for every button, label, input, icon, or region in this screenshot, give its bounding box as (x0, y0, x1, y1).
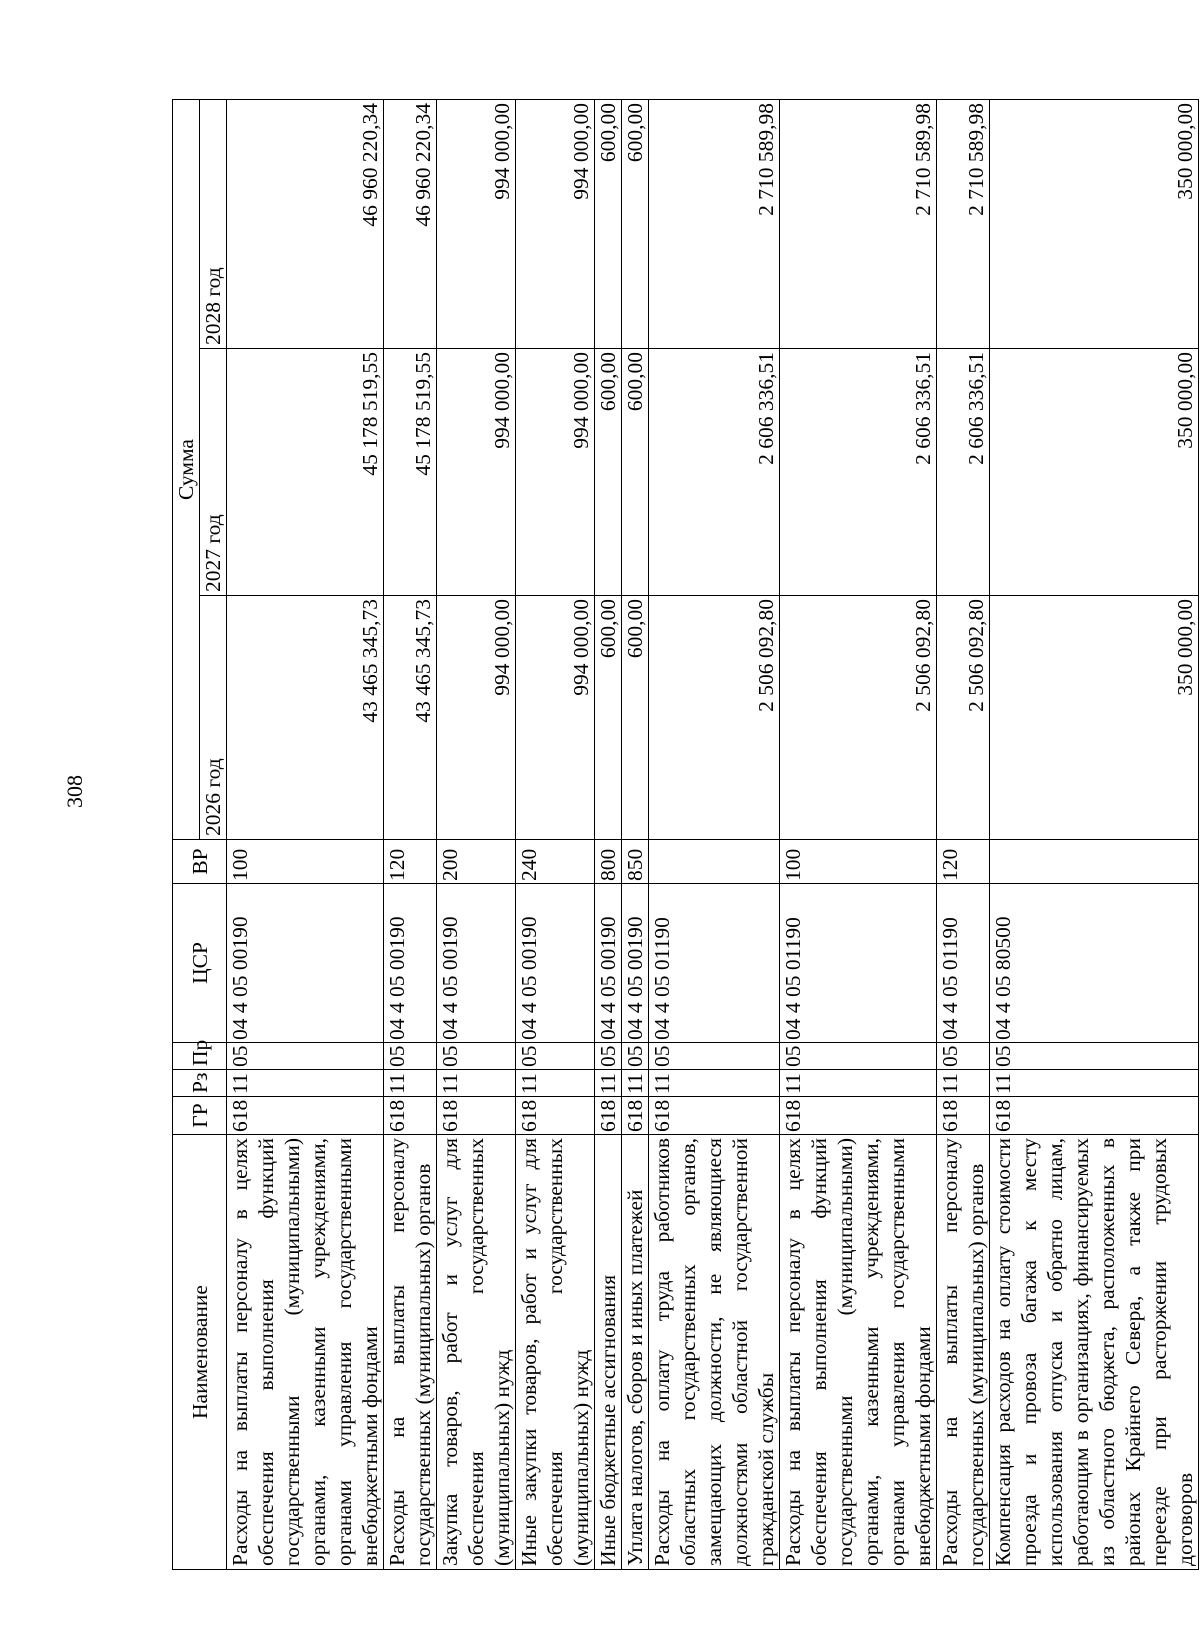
row-pr: 05 (595, 1043, 622, 1070)
row-csr: 04 4 05 01190 (649, 884, 780, 1043)
row-csr: 04 4 05 00190 (384, 884, 437, 1043)
row-name: Расходы на выплаты персоналу в целях обеспечения выполнения функций государственными (муниципальными) органами, казенными учреждениями, органами управления государственными внебюджетными фондами (780, 1135, 937, 1570)
header-csr: ЦСР (173, 884, 227, 1043)
table-row (990, 99, 1199, 1569)
row-gr: 618 (780, 1097, 937, 1135)
table-row (516, 99, 595, 1569)
row-csr: 04 4 05 00190 (437, 884, 516, 1043)
row-rz: 11 (937, 1070, 990, 1097)
row-sum-2027: 600,00 (622, 349, 649, 596)
table-header (173, 99, 227, 1569)
row-gr: 618 (622, 1097, 649, 1135)
row-sum-2028: 600,00 (622, 99, 649, 348)
row-vr: 100 (227, 840, 384, 884)
row-sum-2027: 600,00 (595, 349, 622, 596)
row-sum-2027: 994 000,00 (437, 349, 516, 596)
row-csr: 04 4 05 80500 (990, 884, 1199, 1043)
row-sum-2028: 994 000,00 (437, 99, 516, 348)
header-vr: ВР (173, 840, 227, 884)
header-year-2027: 2027 год (200, 349, 227, 596)
row-rz: 11 (595, 1070, 622, 1097)
row-sum-2026: 994 000,00 (437, 596, 516, 840)
table-row (937, 99, 990, 1569)
row-sum-2026: 43 465 345,73 (227, 596, 384, 840)
row-vr: 240 (516, 840, 595, 884)
row-vr: 800 (595, 840, 622, 884)
row-sum-2027: 45 178 519,55 (384, 349, 437, 596)
row-name: Расходы на выплаты персоналу государственных (муниципальных) органов (384, 1135, 437, 1570)
header-gr: ГР (173, 1097, 227, 1135)
row-sum-2026: 2 506 092,80 (937, 596, 990, 840)
row-pr: 05 (937, 1043, 990, 1070)
row-rz: 11 (384, 1070, 437, 1097)
row-vr: 120 (937, 840, 990, 884)
row-rz: 11 (516, 1070, 595, 1097)
row-rz: 11 (437, 1070, 516, 1097)
row-csr: 04 4 05 00190 (595, 884, 622, 1043)
header-pr: Пр (173, 1043, 227, 1070)
row-csr: 04 4 05 01190 (937, 884, 990, 1043)
row-pr: 05 (990, 1043, 1199, 1070)
row-name: Уплата налогов, сборов и иных платежей (622, 1135, 649, 1570)
row-pr: 05 (622, 1043, 649, 1070)
row-sum-2026: 350 000,00 (990, 596, 1199, 840)
header-name: Наименование (173, 1135, 227, 1570)
row-vr (649, 840, 780, 884)
row-name: Расходы на выплаты персоналу в целях обеспечения выполнения функций государственными (муниципальными) органами, казенными учреждениями, органами управления государственными внебюджетными фондами (227, 1135, 384, 1570)
row-sum-2028: 600,00 (595, 99, 622, 348)
row-sum-2027: 994 000,00 (516, 349, 595, 596)
row-rz: 11 (622, 1070, 649, 1097)
row-pr: 05 (384, 1043, 437, 1070)
row-pr: 05 (649, 1043, 780, 1070)
row-sum-2028: 46 960 220,34 (384, 99, 437, 348)
row-gr: 618 (384, 1097, 437, 1135)
row-pr: 05 (780, 1043, 937, 1070)
row-name: Иные закупки товаров, работ и услуг для обеспечения государственных (муниципальных) нужд (516, 1135, 595, 1570)
row-vr (990, 840, 1199, 884)
row-sum-2028: 46 960 220,34 (227, 99, 384, 348)
table-body (227, 99, 1199, 1569)
row-sum-2028: 2 710 589,98 (780, 99, 937, 348)
table-row (227, 99, 384, 1569)
row-pr: 05 (516, 1043, 595, 1070)
row-sum-2028: 994 000,00 (516, 99, 595, 348)
row-sum-2026: 600,00 (595, 596, 622, 840)
table-row (780, 99, 937, 1569)
row-gr: 618 (227, 1097, 384, 1135)
row-vr: 200 (437, 840, 516, 884)
row-pr: 05 (437, 1043, 516, 1070)
row-csr: 04 4 05 00190 (227, 884, 384, 1043)
row-sum-2027: 2 606 336,51 (937, 349, 990, 596)
row-pr: 05 (227, 1043, 384, 1070)
header-year-2026: 2026 год (200, 596, 227, 840)
row-sum-2026: 43 465 345,73 (384, 596, 437, 840)
row-name: Расходы на выплаты персоналу государственных (муниципальных) органов (937, 1135, 990, 1570)
header-sum: Сумма (173, 99, 200, 839)
row-rz: 11 (780, 1070, 937, 1097)
row-sum-2027: 2 606 336,51 (649, 349, 780, 596)
row-sum-2026: 994 000,00 (516, 596, 595, 840)
row-csr: 04 4 05 00190 (516, 884, 595, 1043)
table-row (384, 99, 437, 1569)
row-gr: 618 (649, 1097, 780, 1135)
row-rz: 11 (990, 1070, 1199, 1097)
row-gr: 618 (516, 1097, 595, 1135)
table-row (595, 99, 622, 1569)
table-row (649, 99, 780, 1569)
row-gr: 618 (990, 1097, 1199, 1135)
row-rz: 11 (649, 1070, 780, 1097)
row-sum-2028: 350 000,00 (990, 99, 1199, 348)
table-row (437, 99, 516, 1569)
row-sum-2026: 2 506 092,80 (649, 596, 780, 840)
row-gr: 618 (595, 1097, 622, 1135)
row-rz: 11 (227, 1070, 384, 1097)
budget-table (172, 99, 1199, 1570)
row-gr: 618 (937, 1097, 990, 1135)
row-sum-2027: 45 178 519,55 (227, 349, 384, 596)
budget-table-container (172, 100, 1197, 1570)
row-sum-2027: 350 000,00 (990, 349, 1199, 596)
header-rz: Рз (173, 1070, 227, 1097)
row-vr: 120 (384, 840, 437, 884)
row-sum-2026: 2 506 092,80 (780, 596, 937, 840)
row-name: Иные бюджетные ассигнования (595, 1135, 622, 1570)
table-row (622, 99, 649, 1569)
row-sum-2027: 2 606 336,51 (780, 349, 937, 596)
header-year-2028: 2028 год (200, 99, 227, 348)
row-sum-2026: 600,00 (622, 596, 649, 840)
row-csr: 04 4 05 01190 (780, 884, 937, 1043)
row-csr: 04 4 05 00190 (622, 884, 649, 1043)
page-number: 308 (62, 775, 87, 808)
row-gr: 618 (437, 1097, 516, 1135)
row-vr: 850 (622, 840, 649, 884)
row-name: Закупка товаров, работ и услуг для обеспечения государственных (муниципальных) нужд (437, 1135, 516, 1570)
row-name: Компенсация расходов на оплату стоимости проезда и провоза багажа к месту использования отпуска и обратно лицам, работающим в организациях, финансируемых из областного бюджета, расположенных в районах Крайнего Севера, а также при переезде при расторжении трудовых договоров (990, 1135, 1199, 1570)
row-vr: 100 (780, 840, 937, 884)
row-name: Расходы на оплату труда работников областных государственных органов, замещающих должности, не являющиеся должностями областной государственной гражданской службы (649, 1135, 780, 1570)
row-sum-2028: 2 710 589,98 (649, 99, 780, 348)
row-sum-2028: 2 710 589,98 (937, 99, 990, 348)
